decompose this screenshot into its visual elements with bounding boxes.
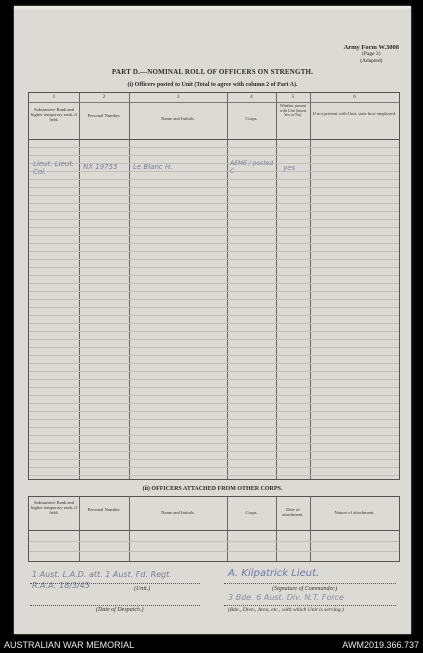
table-rule xyxy=(29,419,399,420)
attached-header-nature: Nature of attachment. xyxy=(334,510,375,515)
entry-corps: AEME / posted C xyxy=(230,160,274,175)
col-number-6: 6 xyxy=(353,95,356,100)
despatch-label: (Date of Despatch.) xyxy=(96,607,144,613)
table-rule xyxy=(29,339,399,340)
header-corps: Corps. xyxy=(245,116,258,121)
unit-handwriting: 1 Aust. L.A.D. att. 1 Aust. Fd. Regt. R.A.A. 18/3/45 xyxy=(32,570,172,590)
header-present: Whether present with Unit (insert Yes or No). xyxy=(279,103,307,118)
table-rule xyxy=(29,235,399,236)
section-ii-title: (ii) OFFICERS ATTACHED FROM OTHER CORPS. xyxy=(142,486,283,492)
caption-left: AUSTRALIAN WAR MEMORIAL xyxy=(4,640,135,650)
unit-label: (Unit.) xyxy=(134,586,151,592)
table-rule xyxy=(29,371,399,372)
officers-posted-table xyxy=(28,92,400,480)
form-adapted: (Adapted) xyxy=(360,58,383,64)
table-rule xyxy=(29,379,399,380)
table-rule xyxy=(29,395,399,396)
entry-personal-number: NX 19755 xyxy=(83,163,118,171)
officers-attached-table xyxy=(28,496,400,562)
col-number-5: 5 xyxy=(291,95,295,100)
attached-header-date: Date of attachment. xyxy=(282,507,304,518)
table-rule xyxy=(29,443,399,444)
header-rank: Substantive Rank and higher temporary rank, if held. xyxy=(30,107,78,123)
table-rule xyxy=(29,267,399,268)
col-number-3: 3 xyxy=(176,95,180,100)
table-rule xyxy=(29,363,399,364)
table-rule xyxy=(29,211,399,212)
form-page: (Page 2) xyxy=(362,51,381,57)
col-number-2: 2 xyxy=(102,95,106,100)
table-rule xyxy=(29,147,399,148)
caption-right: AWM2019.366.737 xyxy=(342,640,419,650)
col-number-4: 4 xyxy=(250,95,253,100)
table-rule xyxy=(29,475,399,476)
table-rule xyxy=(29,323,399,324)
entry-present: yes xyxy=(283,164,296,172)
col-number-1: 1 xyxy=(52,95,56,100)
attached-header-name: Name and Initials. xyxy=(161,510,195,515)
bde-label: (Bde., Divn., Area, etc., with which Unit is serving.) xyxy=(228,607,344,613)
table-rule xyxy=(29,227,399,228)
attached-header-corps: Corps. xyxy=(245,510,258,515)
table-rule xyxy=(29,187,399,188)
bde-handwriting: 3 Bde. 6 Aust. Div. N.T. Force xyxy=(228,593,344,602)
table-rule xyxy=(29,291,399,292)
table-rule xyxy=(29,219,399,220)
table-rule xyxy=(29,275,399,276)
table-rule xyxy=(29,259,399,260)
signature-label: (Signature of Commander.) xyxy=(272,586,338,592)
table-rule xyxy=(29,155,399,156)
attached-header-personal-number: Personal Number. xyxy=(87,507,121,512)
entry-rank: Lieut. Lieut. Col. xyxy=(33,160,75,176)
entry-name: Le Blanc H. xyxy=(133,163,173,171)
table-rule xyxy=(29,427,399,428)
table-rule xyxy=(29,179,399,180)
table-rule xyxy=(29,251,399,252)
table-rule xyxy=(29,451,399,452)
part-d-subtitle: (i) Officers posted to Unit (Total to agree with column 2 of Part A). xyxy=(127,82,298,88)
table-rule xyxy=(29,195,399,196)
table-rule xyxy=(29,315,399,316)
table-rule xyxy=(29,347,399,348)
table-rule xyxy=(29,459,399,460)
table-rule xyxy=(29,243,399,244)
table-rule xyxy=(29,435,399,436)
table-rule xyxy=(29,355,399,356)
document-sheet xyxy=(14,6,411,634)
table-rule xyxy=(29,171,399,172)
attached-header-rank: Substantive Rank and higher temporary rank, if held. xyxy=(30,500,78,516)
table-rule xyxy=(29,203,399,204)
table-rule xyxy=(29,307,399,308)
table-rule xyxy=(29,411,399,412)
header-name: Name and Initials. xyxy=(161,116,195,121)
form-number-block xyxy=(344,44,399,65)
table-rule xyxy=(29,387,399,388)
table-rule xyxy=(29,467,399,468)
table-rule xyxy=(29,299,399,300)
table-rule xyxy=(29,331,399,332)
part-d-title: PART D.—NOMINAL ROLL OF OFFICERS ON STRENGTH. xyxy=(111,68,314,76)
header-how-employed: If not present with Unit, state how employed. xyxy=(312,111,397,116)
table-rule xyxy=(29,403,399,404)
header-personal-number: Personal Number. xyxy=(87,113,121,118)
table-rule xyxy=(29,283,399,284)
signature-handwriting: A. Kilpatrick Lieut. xyxy=(228,568,320,579)
form-number: Army Form W.3008 xyxy=(343,44,399,51)
